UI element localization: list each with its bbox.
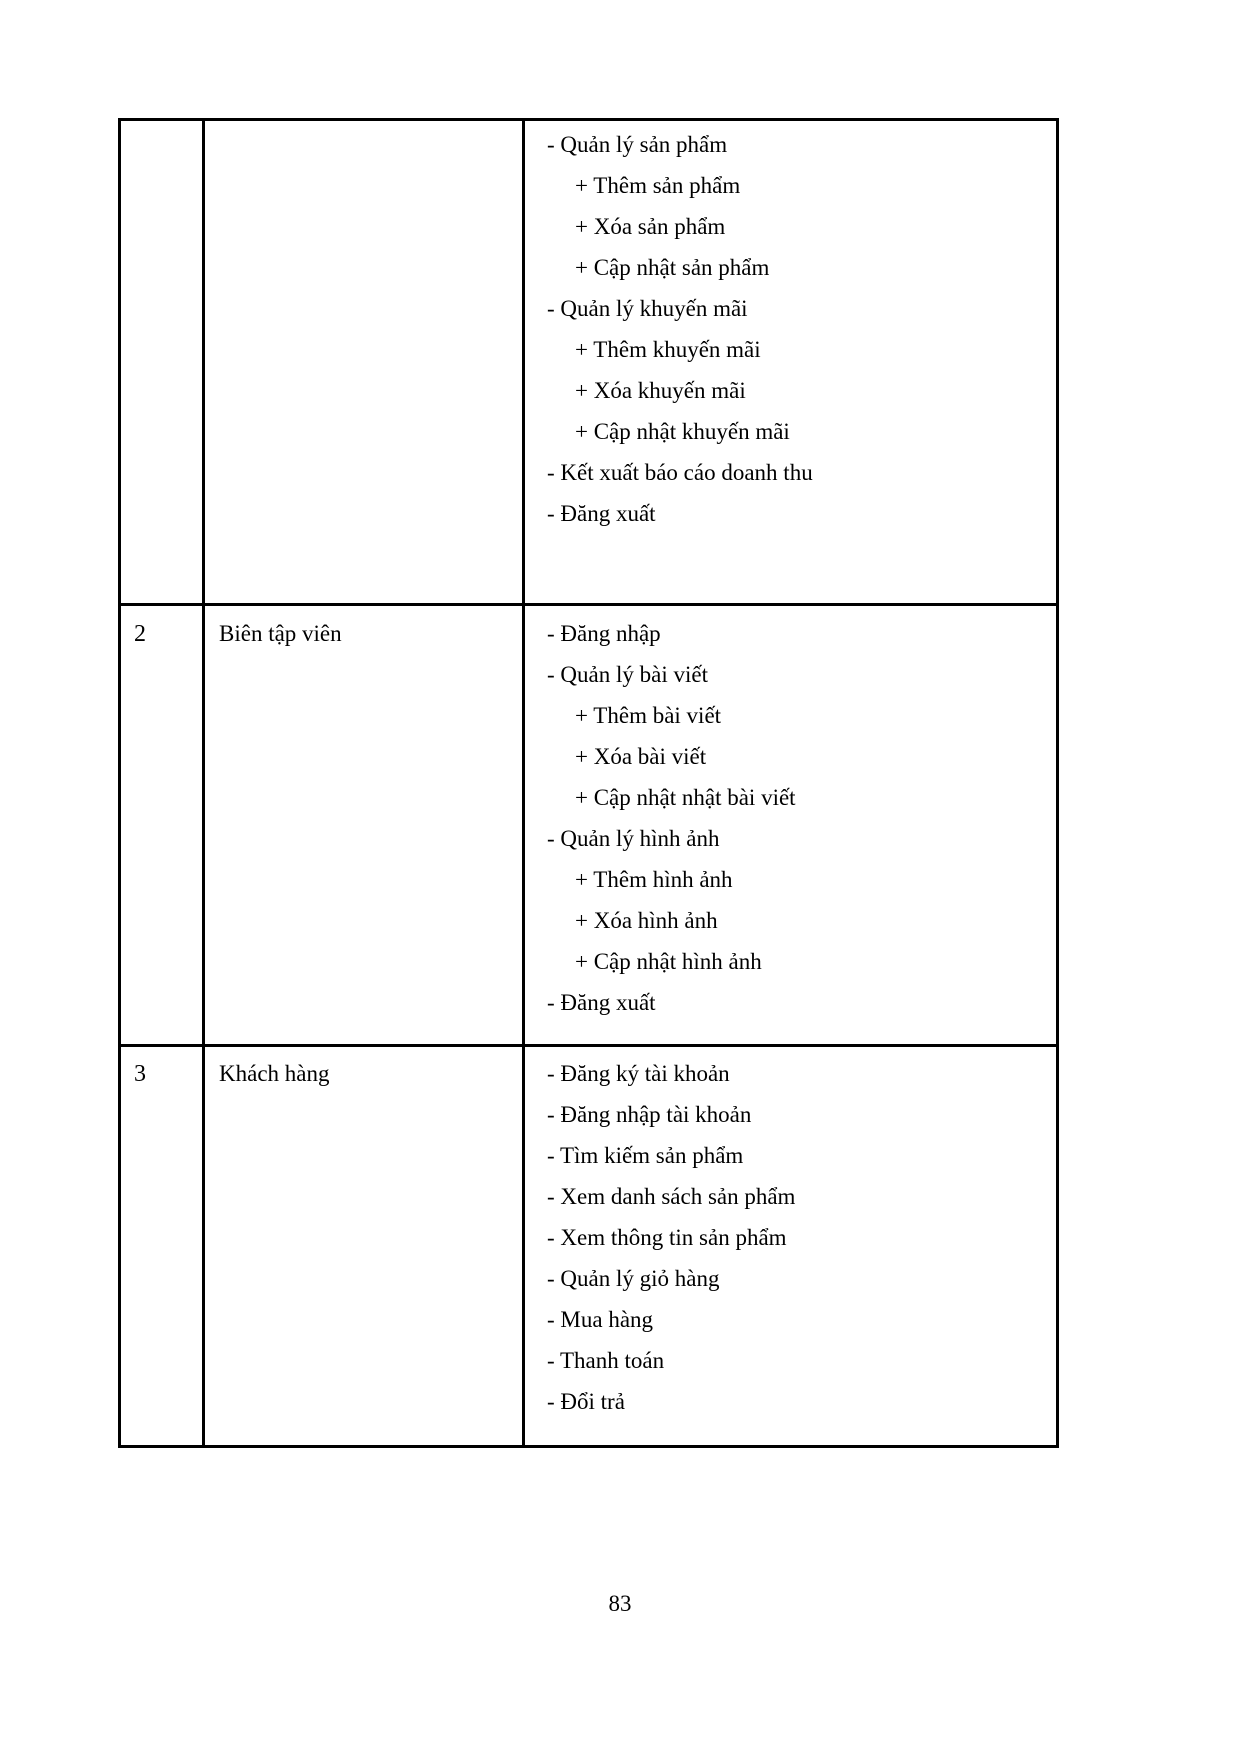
function-item: - Quản lý bài viết [547, 662, 708, 687]
cell-row-number [120, 120, 204, 605]
cell-row-number [120, 605, 204, 1046]
function-item: + Cập nhật hình ảnh [575, 949, 762, 974]
actor-name-text: Khách hàng [219, 1061, 330, 1086]
function-item: + Xóa sản phẩm [575, 214, 726, 239]
function-item: - Quản lý giỏ hàng [547, 1266, 720, 1291]
table-row [120, 1046, 1058, 1447]
cell-function-list [524, 1046, 1058, 1447]
function-item: + Thêm sản phẩm [575, 173, 741, 198]
function-item: - Đăng xuất [547, 990, 656, 1015]
function-item: - Mua hàng [547, 1307, 654, 1332]
row-number-text [121, 121, 202, 193]
function-list [539, 1062, 1048, 1413]
function-item: + Xóa khuyến mãi [575, 378, 746, 403]
function-item: - Xem thông tin sản phẩm [547, 1225, 787, 1250]
cell-function-list [524, 605, 1058, 1046]
actor-name-text [205, 121, 522, 193]
function-item: - Đăng ký tài khoản [547, 1061, 730, 1086]
function-list [539, 133, 1048, 525]
function-item: + Cập nhật nhật bài viết [575, 785, 796, 810]
function-item: + Thêm khuyến mãi [575, 337, 761, 362]
function-item: + Cập nhật sản phẩm [575, 255, 770, 280]
table-body [120, 120, 1058, 1447]
function-item: - Kết xuất báo cáo doanh thu [547, 460, 813, 485]
function-item: - Quản lý khuyến mãi [547, 296, 748, 321]
cell-actor-name [204, 1046, 524, 1447]
function-item: - Quản lý sản phẩm [547, 132, 728, 157]
function-item: - Xem danh sách sản phẩm [547, 1184, 796, 1209]
table-row [120, 605, 1058, 1046]
function-item: - Thanh toán [547, 1348, 665, 1373]
function-item: + Xóa bài viết [575, 744, 707, 769]
cell-row-number [120, 1046, 204, 1447]
function-item: - Đăng nhập [547, 621, 661, 646]
function-item: - Quản lý hình ảnh [547, 826, 720, 851]
function-item: + Cập nhật khuyến mãi [575, 419, 790, 444]
actor-function-table [118, 118, 1059, 1448]
table-row [120, 120, 1058, 605]
function-item: + Thêm hình ảnh [575, 867, 733, 892]
function-item: - Đăng nhập tài khoản [547, 1102, 752, 1127]
page-number: 83 [608, 1591, 632, 1616]
cell-actor-name [204, 120, 524, 605]
row-number-text: 2 [134, 621, 146, 647]
function-item: - Đăng xuất [547, 501, 656, 526]
function-item: + Thêm bài viết [575, 703, 722, 728]
row-number-text: 3 [134, 1061, 146, 1087]
cell-actor-name [204, 605, 524, 1046]
function-item: - Đổi trả [547, 1389, 625, 1414]
cell-function-list [524, 120, 1058, 605]
function-list [539, 622, 1048, 1014]
function-item: - Tìm kiếm sản phẩm [547, 1143, 744, 1168]
function-item: + Xóa hình ảnh [575, 908, 718, 933]
actor-name-text: Biên tập viên [219, 621, 342, 646]
